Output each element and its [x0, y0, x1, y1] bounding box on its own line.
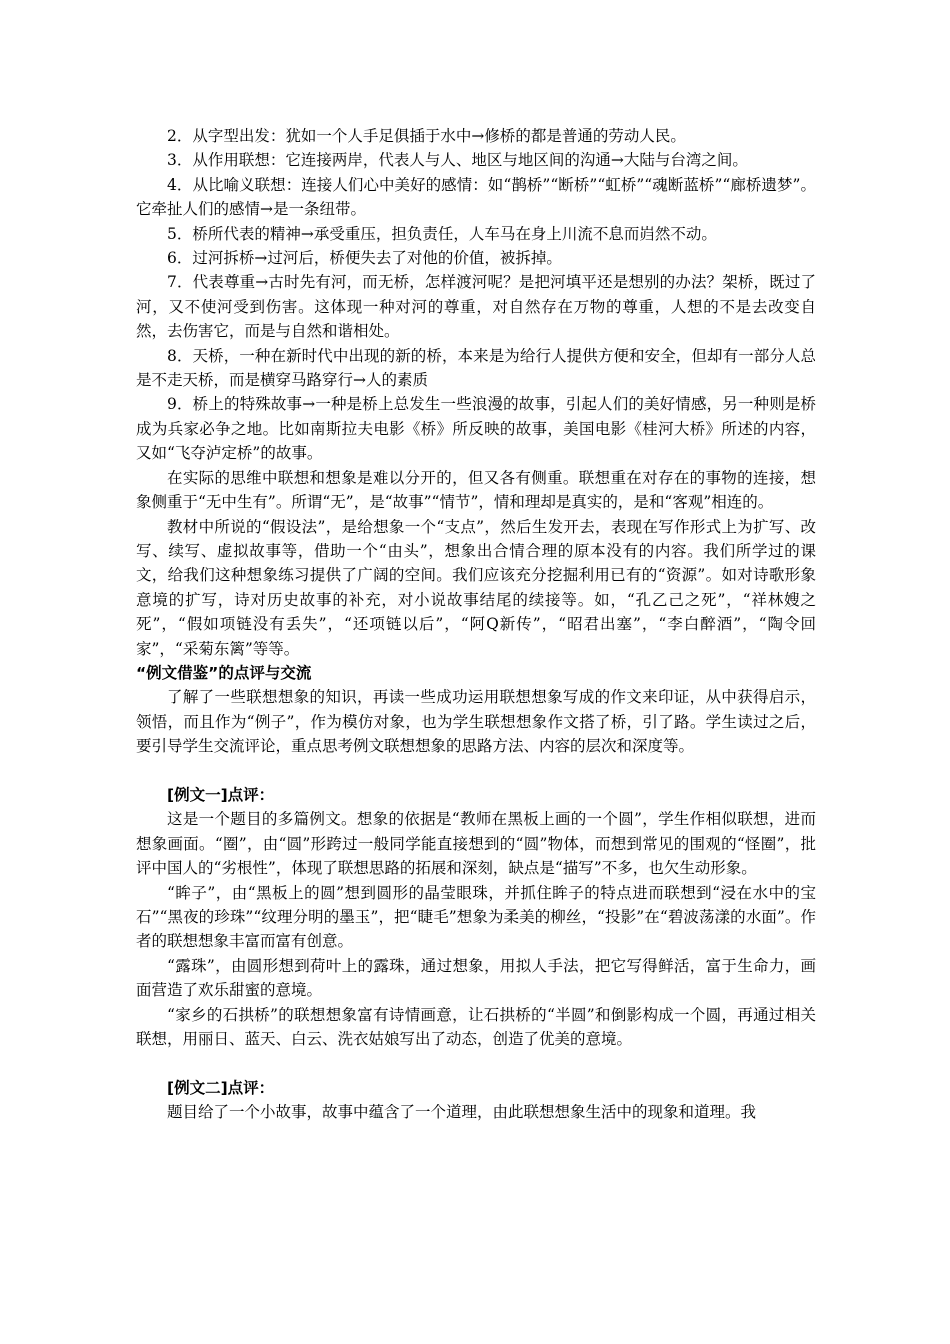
- list-item: 7．代表尊重→古时先有河，而无桥，怎样渡河呢？是把河填平还是想别的办法？架桥，既过了河，又不使河受到伤害。这体现一种对河的尊重，对自然存在万物的尊重，人想的不是去改变自然，去伤害它，而是与自然和谐相处。: [136, 273, 816, 341]
- example2-paragraph: 题目给了一个小故事，故事中蕴含了一个道理，由此联想想象生活中的现象和道理。我: [167, 1103, 757, 1122]
- list-item: 9．桥上的特殊故事→一种是桥上总发生一些浪漫的故事，引起人们的美好情感，另一种则是桥成为兵家必争之地。比如南斯拉夫电影《桥》所反映的故事，美国电影《桂河大桥》所述的内容，又如“飞夺泸定桥”的故事。: [136, 395, 816, 463]
- paragraph-lianxiang: 在实际的思维中联想和想象是难以分开的，但又各有侧重。联想重在对存在的事物的连接，想象侧重于“无中生有”。所谓“无”，是“故事”“情节”，情和理却是真实的，是和“客观”相连的。: [136, 468, 816, 512]
- example1-paragraph: “露珠”，由圆形想到荷叶上的露珠，通过想象，用拟人手法，把它写得鲜活，富于生命力，画面营造了欢乐甜蜜的意境。: [136, 956, 816, 1000]
- list-item: 6．过河拆桥→过河后，桥便失去了对他的价值，被拆掉。: [167, 249, 562, 268]
- example1-paragraph: 这是一个题目的多篇例文。想象的依据是“教师在黑板上画的一个圆”，学生作相似联想，进而想象画面。“圈”，由“圆”形跨过一般同学能直接想到的“圆”物体，而想到常见的围观的“怪圈”，批评中国人的“劣根性”，体现了联想思路的拓展和深刻，缺点是“描写”不多，也欠生动形象。: [136, 810, 816, 878]
- example1-heading: [例文一]点评：: [167, 785, 275, 804]
- example1-paragraph: “眸子”，由“黑板上的圆”想到圆形的晶莹眼珠，并抓住眸子的特点进而联想到“浸在水中的宝石”“黑夜的珍珠”“纹理分明的墨玉”，把“睫毛”想象为柔美的柳丝，“投影”在“碧波荡漾的水面”。作者的联想想象丰富而富有创意。: [136, 883, 816, 951]
- list-item: 2．从字型出发：犹如一个人手足俱插于水中→修桥的都是普通的劳动人民。: [167, 127, 686, 145]
- list-item: 5．桥所代表的精神→承受重压，担负责任，人车马在身上川流不息而岿然不动。: [167, 224, 717, 243]
- example1-paragraph: “家乡的石拱桥”的联想想象富有诗情画意，让石拱桥的“半圆”和倒影构成一个圆，再通过相关联想，用丽日、蓝天、白云、洗衣姑娘写出了动态，创造了优美的意境。: [136, 1005, 816, 1049]
- list-item: 8．天桥，一种在新时代中出现的新的桥，本来是为给行人提供方便和安全，但却有一部分人总是不走天桥，而是横穿马路穿行→人的素质: [136, 346, 816, 390]
- list-item: 3．从作用联想：它连接两岸，代表人与人、地区与地区间的沟通→大陆与台湾之间。: [167, 151, 748, 170]
- paragraph-jiashefa: 教材中所说的“假设法”，是给想象一个“支点”，然后生发开去，表现在写作形式上为扩写、改写、续写、虚拟故事等，借助一个“由头”，想象出合情合理的原本没有的内容。我们所学过的课文，给我们这种想象练习提供了广阔的空间。我们应该充分挖掘利用已有的“资源”。如对诗歌形象意境的扩写，诗对历史故事的补充，对小说故事结尾的续接等。如，“孔乙己之死”，“祥林嫂之死”，“假如项链没有丢失”，“还项链以后”，“阿Q新传”，“昭君出塞”，“李白醉酒”，“陶令回家”，“采菊东篱”等等。: [136, 517, 816, 658]
- list-item: 4．从比喻义联想：连接人们心中美好的感情：如“鹊桥”“断桥”“虹桥”“魂断蓝桥”“廊桥遗梦”。它牵扯人们的感情→是一条纽带。: [136, 175, 816, 219]
- example2-heading: [例文二]点评：: [167, 1078, 275, 1097]
- section-heading: “例文借鉴”的点评与交流: [136, 663, 312, 682]
- spacer: [136, 759, 816, 783]
- document-body: [136, 124, 816, 1125]
- spacer: [136, 1051, 816, 1075]
- section-intro: 了解了一些联想想象的知识，再读一些成功运用联想想象写成的作文来印证，从中获得启示，领悟，而且作为“例子”，作为模仿对象，也为学生联想想象作文搭了桥，引了路。学生读过之后，要引导学生交流评论，重点思考例文联想想象的思路方法、内容的层次和深度等。: [136, 688, 816, 756]
